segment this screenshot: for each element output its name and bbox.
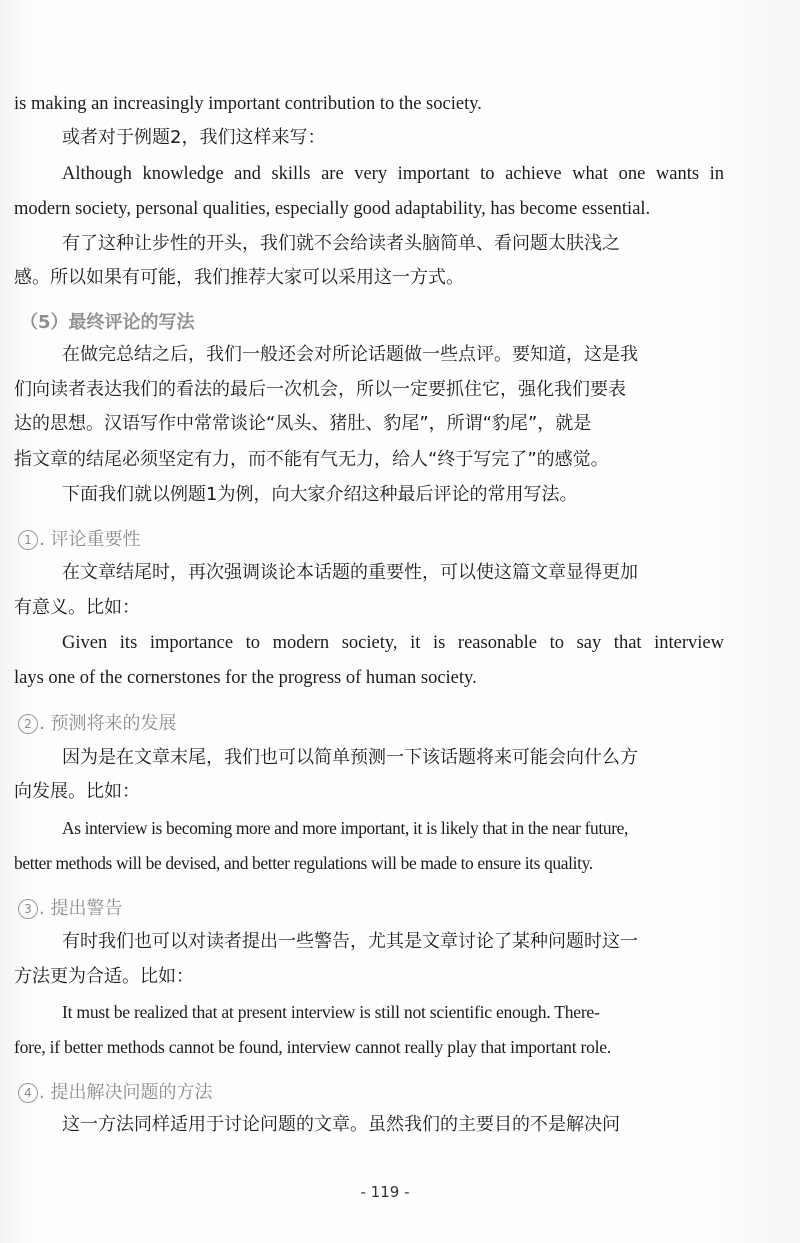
- text-line: better methods will be devised, and better regulations will be made to ensure its quality.: [14, 853, 593, 873]
- circled-number: 1: [18, 530, 38, 550]
- subheading-text: . 评论重要性: [39, 529, 141, 550]
- text-line: fore, if better methods cannot be found, interview cannot really play that important role.: [14, 1037, 611, 1057]
- text-line: 因为是在文章末尾，我们也可以简单预测一下该话题将来可能会向什么方: [62, 747, 638, 768]
- page-number: - 119 -: [360, 1183, 410, 1201]
- subheading-solution: [18, 1081, 212, 1105]
- text-line: 指文章的结尾必须坚定有力，而不能有气无力，给人“终于写完了”的感觉。: [14, 449, 609, 470]
- text-line: 方法更为合适。比如：: [14, 966, 194, 987]
- text-line: 有了这种让步性的开头，我们就不会给读者头脑简单、看问题太肤浅之: [62, 233, 620, 254]
- text-line: 达的思想。汉语写作中常常谈论“凤头、猪肚、豹尾”，所谓“豹尾”，就是: [14, 413, 592, 434]
- text-line: As interview is becoming more and more important, it is likely that in the near future,: [62, 818, 628, 838]
- text-line: lays one of the cornerstones for the progress of human society.: [14, 668, 477, 688]
- circled-number: 2: [18, 714, 38, 734]
- subheading-text: . 提出警告: [39, 898, 123, 919]
- text-line: 在做完总结之后，我们一般还会对所论话题做一些点评。要知道，这是我: [62, 344, 638, 365]
- text-line: 向发展。比如：: [14, 781, 140, 802]
- subheading-importance: [18, 528, 140, 552]
- subheading-text: . 预测将来的发展: [39, 713, 177, 734]
- text-line: It must be realized that at present interview is still not scientific enough. There-: [62, 1002, 600, 1022]
- circled-number: 3: [18, 899, 38, 919]
- subheading-prediction: [18, 712, 176, 736]
- text-line: modern society, personal qualities, especially good adaptability, has become essential.: [14, 199, 651, 219]
- text-line: 这一方法同样适用于讨论问题的文章。虽然我们的主要目的不是解决问: [62, 1114, 620, 1135]
- text-line: Given its importance to modern society, it is reasonable to say that interview: [62, 633, 724, 653]
- circled-number: 4: [18, 1083, 38, 1103]
- text-line: 有意义。比如：: [14, 597, 140, 618]
- subheading-warning: [18, 897, 122, 921]
- section-heading: （5）最终评论的写法: [20, 312, 195, 333]
- text-line: 在文章结尾时，再次强调谈论本话题的重要性，可以使这篇文章显得更加: [62, 562, 638, 583]
- text-line: 感。所以如果有可能，我们推荐大家可以采用这一方式。: [14, 267, 464, 288]
- text-line: is making an increasingly important contribution to the society.: [14, 94, 482, 114]
- text-line: 下面我们就以例题1为例，向大家介绍这种最后评论的常用写法。: [62, 484, 578, 505]
- text-line: 们向读者表达我们的看法的最后一次机会，所以一定要抓住它，强化我们要表: [14, 379, 626, 400]
- text-line: 或者对于例题2，我们这样来写：: [62, 127, 326, 148]
- subheading-text: . 提出解决问题的方法: [39, 1082, 213, 1103]
- text-line: 有时我们也可以对读者提出一些警告，尤其是文章讨论了某种问题时这一: [62, 931, 638, 952]
- text-line: Although knowledge and skills are very important to achieve what one wants in: [62, 164, 724, 184]
